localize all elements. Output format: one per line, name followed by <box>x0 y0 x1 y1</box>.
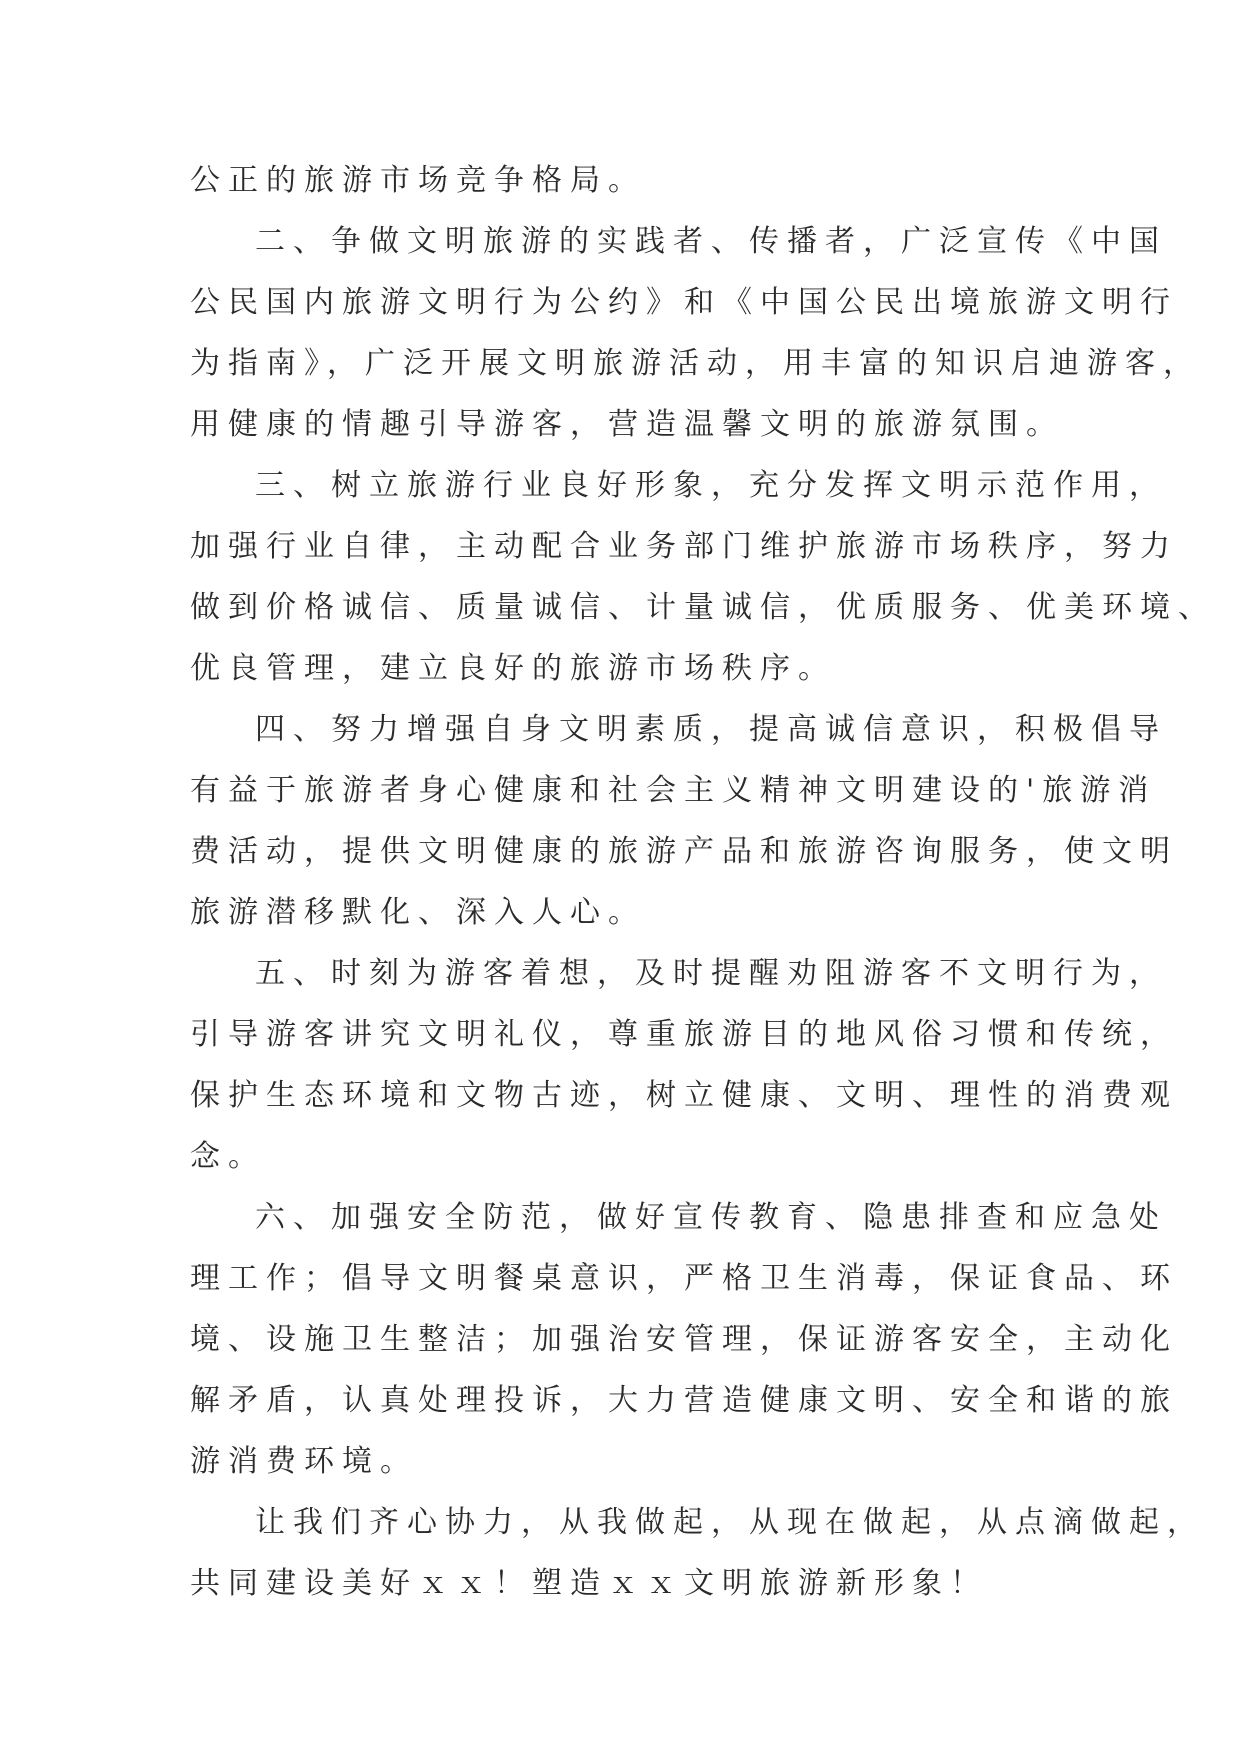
paragraph-continuation <box>190 150 1060 211</box>
document-body <box>190 150 1216 1614</box>
paragraph-2-promote-civilized-travel <box>190 211 1201 455</box>
text-line: 六、加强安全防范，做好宣传教育、隐患排查和应急处 <box>255 1200 1167 1235</box>
paragraph-6-safety <box>190 1187 1178 1492</box>
text-line: 共同建设美好ｘｘ！塑造ｘｘ文明旅游新形象！ <box>190 1566 988 1601</box>
paragraph-5-visitor-guidance <box>190 943 1178 1187</box>
text-line: 三、树立旅游行业良好形象，充分发挥文明示范作用， <box>255 468 1167 503</box>
text-line: 旅游潜移默化、深入人心。 <box>190 895 646 930</box>
text-line: 用健康的情趣引导游客，营造温馨文明的旅游氛围。 <box>190 407 1064 442</box>
text-line: 有益于旅游者身心健康和社会主义精神文明建设的'旅游消 <box>190 773 1157 808</box>
text-line: 念。 <box>190 1139 266 1174</box>
text-line: 二、争做文明旅游的实践者、传播者，广泛宣传《中国 <box>255 224 1167 259</box>
text-line: 游消费环境。 <box>190 1444 418 1479</box>
text-line: 引导游客讲究文明礼仪，尊重旅游目的地风俗习惯和传统， <box>190 1017 1178 1052</box>
text-line: 优良管理，建立良好的旅游市场秩序。 <box>190 651 836 686</box>
text-line: 解矛盾，认真处理投诉，大力营造健康文明、安全和谐的旅 <box>190 1383 1178 1418</box>
text-line: 保护生态环境和文物古迹，树立健康、文明、理性的消费观 <box>190 1078 1178 1113</box>
text-line: 公正的旅游市场竞争格局。 <box>190 163 646 198</box>
text-line: 理工作；倡导文明餐桌意识，严格卫生消毒，保证食品、环 <box>190 1261 1178 1296</box>
text-line: 公民国内旅游文明行为公约》和《中国公民出境旅游文明行 <box>190 285 1178 320</box>
text-line: 让我们齐心协力，从我做起，从现在做起，从点滴做起， <box>255 1505 1205 1540</box>
text-line: 四、努力增强自身文明素质，提高诚信意识，积极倡导 <box>255 712 1167 747</box>
text-line: 加强行业自律，主动配合业务部门维护旅游市场秩序，努力 <box>190 529 1178 564</box>
text-line: 为指南》，广泛开展文明旅游活动，用丰富的知识启迪游客， <box>190 346 1201 381</box>
paragraph-3-industry-image <box>190 455 1216 699</box>
paragraph-4-self-improvement <box>190 699 1178 943</box>
text-line: 境、设施卫生整洁；加强治安管理，保证游客安全，主动化 <box>190 1322 1178 1357</box>
text-line: 费活动，提供文明健康的旅游产品和旅游咨询服务，使文明 <box>190 834 1178 869</box>
text-line: 五、时刻为游客着想，及时提醒劝阻游客不文明行为， <box>255 956 1167 991</box>
text-line: 做到价格诚信、质量诚信、计量诚信，优质服务、优美环境、 <box>190 590 1216 625</box>
paragraph-7-closing-call <box>190 1492 1205 1614</box>
